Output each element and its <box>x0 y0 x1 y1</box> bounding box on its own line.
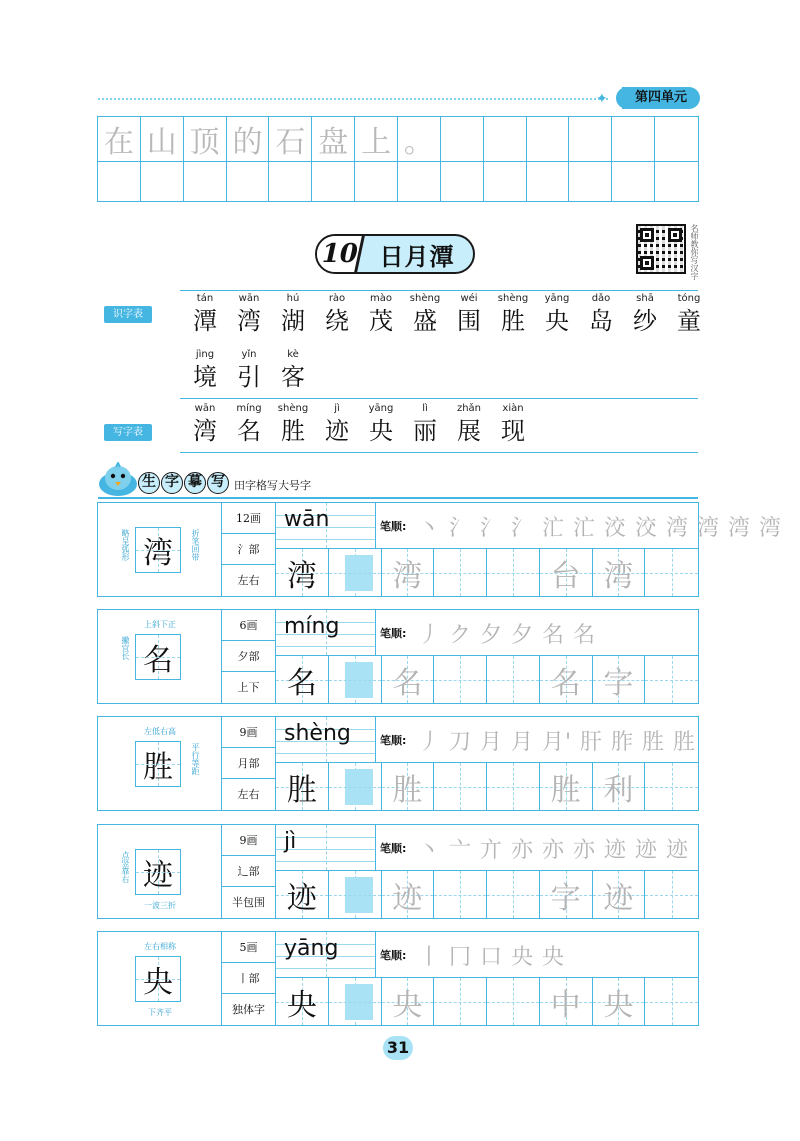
hanzi: 岛 <box>589 307 613 335</box>
pinyin: míng <box>284 614 340 639</box>
grid-cell <box>484 162 527 201</box>
qr-note: 名师教你写汉字 <box>690 224 699 280</box>
stroke-sequence: 丨 冂 口 央 央 <box>418 945 565 970</box>
section-title <box>138 472 230 494</box>
hanzi: 湾 <box>237 307 261 335</box>
model-char-panel <box>98 825 222 918</box>
stroke-sequence: 丿 刀 月 月 月' 肝 胙 胜 胜 <box>418 730 696 755</box>
model-char: 央 <box>143 965 173 1000</box>
pinyin-box <box>276 503 376 549</box>
hanzi: 绕 <box>325 307 349 335</box>
grid-cell <box>227 162 270 201</box>
pinyin: yāng <box>544 293 570 304</box>
practice-char: 台 <box>550 558 581 594</box>
grid-cell <box>141 162 184 201</box>
char-item <box>403 402 447 446</box>
radical: 辶部 <box>222 856 275 887</box>
pinyin-box <box>276 717 376 763</box>
practice-char: 迹 <box>603 880 634 916</box>
practice-cells <box>276 549 698 596</box>
tip-top: 上斜下正 <box>144 620 176 629</box>
stroke-order <box>376 503 782 549</box>
practice-cell[interactable] <box>329 978 382 1025</box>
grid-cell <box>269 162 312 201</box>
stroke-count: 9画 <box>222 825 275 856</box>
grid-cell <box>527 117 570 162</box>
radical: 月部 <box>222 748 275 779</box>
hanzi: 展 <box>457 417 481 445</box>
grid-cell <box>527 162 570 201</box>
practice-char: 迹 <box>286 880 317 916</box>
pinyin: jìng <box>195 349 215 360</box>
model-char-panel <box>98 610 222 703</box>
grid-cell <box>355 162 398 201</box>
grid-cell <box>569 117 612 162</box>
tip-left: 略呈弧形 <box>121 529 130 561</box>
char-item <box>183 348 227 392</box>
section-char: 摹 <box>184 472 206 494</box>
recognize-tag: 识字表 <box>104 306 152 323</box>
hanzi: 客 <box>281 363 305 391</box>
practice-cell[interactable] <box>434 871 487 918</box>
model-char-box <box>135 527 181 573</box>
model-char-box <box>135 849 181 895</box>
pinyin-box <box>276 610 376 656</box>
practice-block <box>97 716 699 811</box>
pinyin: yāng <box>284 936 339 961</box>
grid-cell: 。 <box>398 117 441 162</box>
practice-char: 名 <box>550 665 581 701</box>
char-item <box>447 402 491 446</box>
star-icon: ✦ <box>596 91 608 107</box>
grid-cell: 盘 <box>312 117 355 162</box>
practice-cell[interactable] <box>434 656 487 703</box>
hanzi: 引 <box>237 363 261 391</box>
practice-cell[interactable] <box>645 871 698 918</box>
char-item <box>403 292 447 336</box>
pinyin: shā <box>636 293 654 304</box>
practice-cell[interactable] <box>276 871 329 918</box>
stroke-count: 9画 <box>222 717 275 748</box>
grid-cell <box>612 117 655 162</box>
practice-cell[interactable] <box>276 978 329 1025</box>
qr-code-icon[interactable] <box>636 224 686 274</box>
practice-char: 胜 <box>392 772 423 808</box>
practice-cell[interactable] <box>540 549 593 596</box>
char-item <box>315 292 359 336</box>
char-item <box>227 348 271 392</box>
page-number: 31 <box>383 1036 413 1060</box>
hanzi: 纱 <box>633 307 657 335</box>
tip-right: 平行等距 <box>191 743 200 775</box>
char-item <box>271 348 315 392</box>
grid-cell <box>398 162 441 201</box>
practice-char: 湾 <box>392 558 423 594</box>
practice-char: 名 <box>392 665 423 701</box>
stroke-label: 笔顺: <box>380 627 407 640</box>
grid-cell <box>612 162 655 201</box>
practice-cell[interactable] <box>540 763 593 810</box>
practice-cell[interactable] <box>276 656 329 703</box>
hanzi: 胜 <box>281 417 305 445</box>
char-item <box>227 402 271 446</box>
practice-cell[interactable] <box>540 978 593 1025</box>
grid-cell: 顶 <box>184 117 227 162</box>
divider <box>180 452 698 453</box>
practice-char: 名 <box>286 665 317 701</box>
char-item <box>271 402 315 446</box>
pinyin: shèng <box>409 293 441 304</box>
grid-cell <box>655 117 698 162</box>
grid-cell <box>655 162 698 201</box>
practice-cell[interactable] <box>382 871 435 918</box>
section-char: 写 <box>207 472 229 494</box>
practice-cell[interactable] <box>593 656 646 703</box>
char-item <box>359 402 403 446</box>
pinyin-box <box>276 932 376 978</box>
pinyin: zhǎn <box>456 403 482 414</box>
practice-char: 央 <box>603 987 634 1023</box>
model-char: 湾 <box>143 536 173 571</box>
radical: 夕部 <box>222 641 275 672</box>
stroke-order <box>376 932 698 978</box>
divider <box>180 398 698 399</box>
practice-cells <box>276 763 698 810</box>
practice-cell[interactable] <box>434 549 487 596</box>
stroke-order <box>376 825 698 871</box>
tip-bottom: 一波三折 <box>144 901 176 910</box>
char-info <box>222 717 276 810</box>
char-item <box>491 292 535 336</box>
hanzi: 胜 <box>501 307 525 335</box>
stroke-label: 笔顺: <box>380 520 407 533</box>
grid-cell: 山 <box>141 117 184 162</box>
tip-top: 左低右高 <box>144 727 176 736</box>
section-char: 字 <box>161 472 183 494</box>
tip-right: 折笔回带 <box>191 529 200 561</box>
copy-practice-grid <box>97 116 699 202</box>
stroke-count: 6画 <box>222 610 275 641</box>
char-info <box>222 825 276 918</box>
practice-cell[interactable] <box>487 871 540 918</box>
practice-cell[interactable] <box>382 978 435 1025</box>
grid-cell <box>441 117 484 162</box>
pinyin: wéi <box>460 293 478 304</box>
hanzi: 茂 <box>369 307 393 335</box>
practice-cell[interactable] <box>382 549 435 596</box>
char-item <box>491 402 535 446</box>
lesson-title <box>315 234 475 274</box>
tip-bottom: 下齐平 <box>148 1008 172 1017</box>
hanzi: 湾 <box>193 417 217 445</box>
practice-cell[interactable] <box>487 763 540 810</box>
bird-mascot-icon <box>96 462 140 498</box>
stroke-count: 5画 <box>222 932 275 963</box>
stroke-label: 笔顺: <box>380 842 407 855</box>
recognize-row-1 <box>183 292 711 336</box>
practice-cell[interactable] <box>593 871 646 918</box>
hanzi: 迹 <box>325 417 349 445</box>
stroke-count: 12画 <box>222 503 275 534</box>
hanzi: 央 <box>545 307 569 335</box>
pinyin: dǎo <box>591 293 611 304</box>
model-char: 名 <box>143 643 173 678</box>
practice-cell[interactable] <box>645 549 698 596</box>
structure: 左右 <box>237 788 260 802</box>
char-info <box>222 610 276 703</box>
pinyin: lì <box>422 403 428 414</box>
practice-cell[interactable] <box>645 656 698 703</box>
char-item <box>579 292 623 336</box>
hanzi: 童 <box>677 307 701 335</box>
pinyin: wān <box>238 293 260 304</box>
model-char-box <box>135 634 181 680</box>
practice-cell[interactable] <box>487 978 540 1025</box>
pinyin: yāng <box>368 403 394 414</box>
pinyin-box <box>276 825 376 871</box>
pinyin: shèng <box>284 721 351 746</box>
practice-cell[interactable] <box>593 763 646 810</box>
grid-cell: 石 <box>269 117 312 162</box>
practice-char: 湾 <box>603 558 634 594</box>
practice-cell[interactable] <box>434 978 487 1025</box>
model-char-box <box>135 956 181 1002</box>
radical: 氵部 <box>222 534 275 565</box>
practice-cell[interactable] <box>329 871 382 918</box>
model-char-panel <box>98 717 222 810</box>
practice-cell[interactable] <box>329 656 382 703</box>
practice-cells <box>276 978 698 1025</box>
pinyin: shèng <box>497 293 529 304</box>
section-divider <box>98 497 698 499</box>
practice-cell[interactable] <box>276 763 329 810</box>
model-char: 胜 <box>143 750 173 785</box>
hanzi: 名 <box>237 417 261 445</box>
practice-cell[interactable] <box>434 763 487 810</box>
pinyin: rào <box>328 293 346 304</box>
practice-cell[interactable] <box>487 549 540 596</box>
hanzi: 现 <box>501 417 525 445</box>
char-item <box>623 292 667 336</box>
structure: 半包围 <box>232 896 265 910</box>
practice-cell[interactable] <box>382 656 435 703</box>
structure: 左右 <box>237 574 260 588</box>
tip-left: 撇宜长 <box>121 636 130 660</box>
practice-cells <box>276 656 698 703</box>
practice-cell[interactable] <box>487 656 540 703</box>
tip-left: 点竖靠右 <box>121 851 130 883</box>
char-item <box>315 402 359 446</box>
practice-cell[interactable] <box>540 871 593 918</box>
hanzi: 围 <box>457 307 481 335</box>
practice-char: 字 <box>550 880 581 916</box>
char-item <box>227 292 271 336</box>
grid-cell <box>312 162 355 201</box>
hanzi: 央 <box>369 417 393 445</box>
model-char-panel <box>98 503 222 596</box>
practice-cell[interactable] <box>329 763 382 810</box>
practice-cell[interactable] <box>540 656 593 703</box>
pinyin: wān <box>284 507 330 532</box>
pinyin: jì <box>284 829 297 854</box>
char-item <box>359 292 403 336</box>
grid-cell <box>98 162 141 201</box>
practice-cell[interactable] <box>593 978 646 1025</box>
grid-cell <box>484 117 527 162</box>
practice-cell[interactable] <box>593 549 646 596</box>
write-row <box>183 402 535 446</box>
char-item <box>183 292 227 336</box>
pinyin: hú <box>286 293 300 304</box>
char-item <box>535 292 579 336</box>
pinyin: jì <box>334 403 340 414</box>
practice-cell[interactable] <box>645 978 698 1025</box>
char-info <box>222 503 276 596</box>
practice-char: 胜 <box>286 772 317 808</box>
section-note: 田字格写大号字 <box>234 479 311 492</box>
model-char: 迹 <box>143 858 173 893</box>
lesson-number: 10 <box>315 236 365 272</box>
practice-char: 央 <box>286 987 317 1023</box>
grid-cell <box>441 162 484 201</box>
practice-block <box>97 609 699 704</box>
stroke-sequence: 丿 ク 夕 夕 名 名 <box>418 623 596 648</box>
char-item <box>667 292 711 336</box>
header-dotted-line <box>98 98 608 100</box>
char-item <box>183 402 227 446</box>
hanzi: 丽 <box>413 417 437 445</box>
practice-char: 中 <box>550 987 581 1023</box>
practice-cell[interactable] <box>645 763 698 810</box>
practice-char: 湾 <box>286 558 317 594</box>
pinyin: wān <box>194 403 216 414</box>
hanzi: 境 <box>193 363 217 391</box>
tip-top: 左右相称 <box>144 942 176 951</box>
divider <box>180 290 698 291</box>
practice-block <box>97 502 782 597</box>
practice-cells <box>276 871 698 918</box>
pinyin: tóng <box>677 293 701 304</box>
practice-block <box>97 931 699 1026</box>
practice-char: 利 <box>603 772 634 808</box>
hanzi: 盛 <box>413 307 437 335</box>
section-char: 生 <box>138 472 160 494</box>
practice-char: 字 <box>603 665 634 701</box>
radical: 丨部 <box>222 963 275 994</box>
practice-char: 胜 <box>550 772 581 808</box>
pinyin: yǐn <box>241 349 257 360</box>
practice-cell[interactable] <box>382 763 435 810</box>
grid-cell: 上 <box>355 117 398 162</box>
hanzi: 潭 <box>193 307 217 335</box>
pinyin: míng <box>236 403 262 414</box>
grid-cell <box>569 162 612 201</box>
char-info <box>222 932 276 1025</box>
structure: 上下 <box>237 681 260 695</box>
stroke-sequence: 丶 亠 亣 亦 亦 亦 迹 迹 迹 <box>418 838 689 863</box>
char-item <box>271 292 315 336</box>
pinyin: kè <box>287 349 299 360</box>
recognize-row-2 <box>183 348 315 392</box>
grid-cell: 的 <box>227 117 270 162</box>
pinyin: shèng <box>277 403 309 414</box>
grid-cell <box>184 162 227 201</box>
stroke-order <box>376 610 698 656</box>
practice-char: 央 <box>392 987 423 1023</box>
write-tag: 写字表 <box>104 424 152 441</box>
pinyin: tán <box>196 293 214 304</box>
unit-badge: 第四单元 <box>622 87 700 109</box>
practice-cell[interactable] <box>329 549 382 596</box>
pinyin: xiàn <box>502 403 524 414</box>
model-char-panel <box>98 932 222 1025</box>
practice-cell[interactable] <box>276 549 329 596</box>
practice-char: 迹 <box>392 880 423 916</box>
grid-cell: 在 <box>98 117 141 162</box>
char-item <box>447 292 491 336</box>
stroke-label: 笔顺: <box>380 734 407 747</box>
model-char-box <box>135 741 181 787</box>
practice-block <box>97 824 699 919</box>
pinyin: mào <box>370 293 392 304</box>
stroke-sequence: 丶 氵 氵 氵 汒 汒 洨 洨 湾 湾 湾 湾 <box>418 516 782 541</box>
stroke-label: 笔顺: <box>380 949 407 962</box>
stroke-order <box>376 717 698 763</box>
structure: 独体字 <box>232 1003 265 1017</box>
hanzi: 湖 <box>281 307 305 335</box>
lesson-name: 日月潭 <box>379 242 455 271</box>
